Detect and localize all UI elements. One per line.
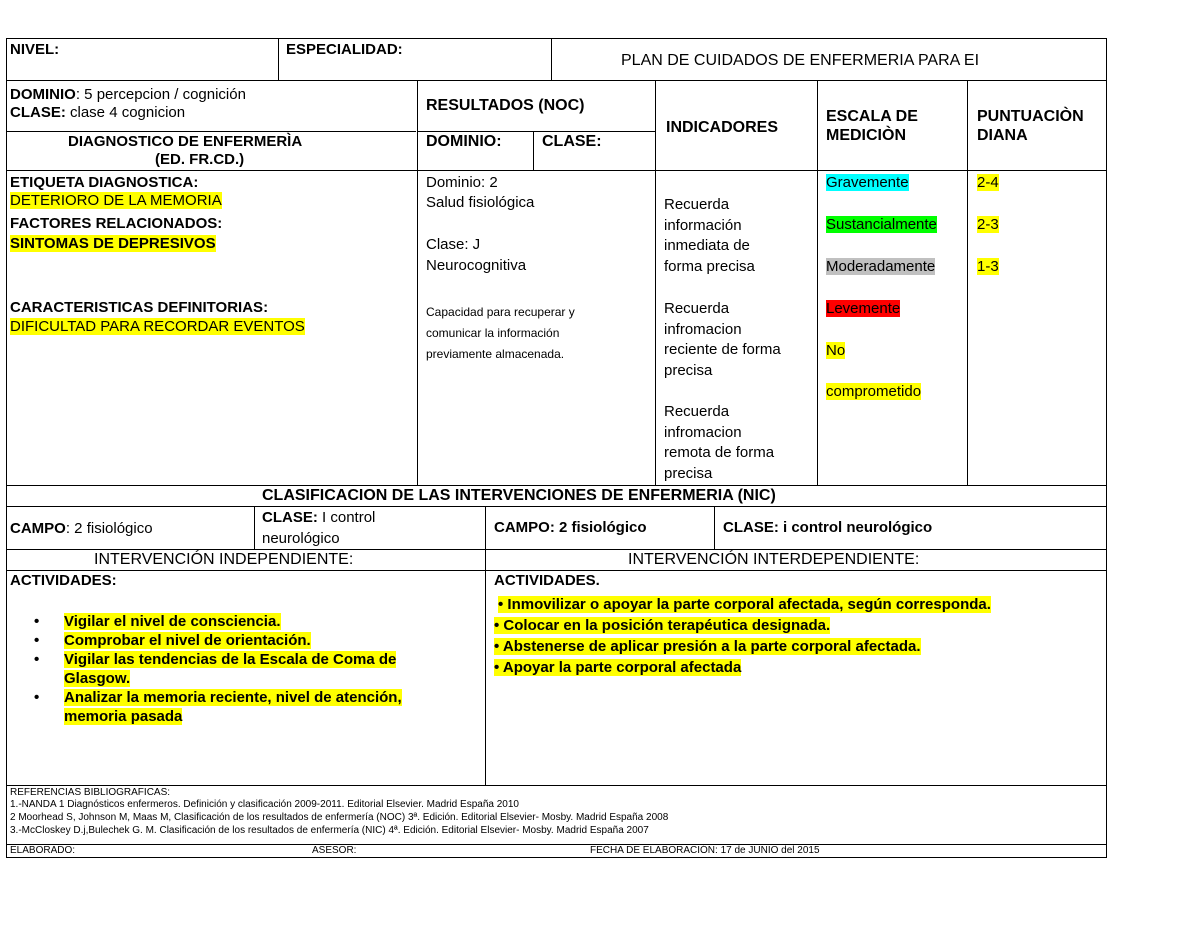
fecha-elaboracion: FECHA DE ELABORACIÓN: 17 de JUNIO del 2015 <box>590 845 820 856</box>
especialidad-label: ESPECIALIDAD: <box>286 41 403 58</box>
diagnostico-title: DIAGNOSTICO DE ENFERMERÌA <box>68 133 303 150</box>
escala-no: No <box>826 342 846 359</box>
intervencion-independiente: INTERVENCIÓN INDEPENDIENTE: <box>94 551 354 568</box>
noc-dominio-label: DOMINIO: <box>426 133 502 150</box>
resultados-noc-title: RESULTADOS (NOC) <box>426 97 585 114</box>
nic-clase: CLASE: I control neurológico <box>262 509 376 547</box>
indicadores-title: INDICADORES <box>666 119 779 136</box>
list-item: • Comprobar el nivel de orientación. <box>34 632 311 649</box>
resultado-descripcion: Capacidad para recuperar y comunicar la información previamente almacenada. <box>426 305 575 361</box>
factores-label: FACTORES RELACIONADOS: <box>10 215 223 232</box>
escala-gravemente: Gravemente <box>826 174 909 191</box>
resultado-dominio-2: Salud fisiológica <box>426 194 535 211</box>
caracteristicas-value: DIFICULTAD PARA RECORDAR EVENTOS <box>10 318 305 335</box>
resultado-clase-1: Clase: J <box>426 236 481 253</box>
actividades-interdep-list <box>494 594 991 678</box>
indicador-remota: Recuerda infromacion remota de forma precisa <box>664 403 775 482</box>
plan-title: PLAN DE CUIDADOS DE ENFERMERIA PARA EI <box>621 52 980 69</box>
escala-title-2: MEDICIÒN <box>826 127 906 144</box>
list-item: • Vigilar las tendencias de la Escala de Coma de Glasgow. <box>34 651 397 687</box>
escala-sustancialmente: Sustancialmente <box>826 216 937 233</box>
clase-line <box>10 104 185 122</box>
asesor-label: ASESOR: <box>312 845 357 856</box>
puntuacion-title-2: DIANA <box>977 127 1028 144</box>
list-item: • Abstenerse de aplicar presión a la parte corporal afectada. <box>494 638 921 655</box>
referencia-1: 1.-NANDA 1 Diagnósticos enfermeros. Definición y clasificación 2009-2011. Editorial Elsevier. Madrid España 2010 <box>10 799 519 810</box>
dominio-value: : 5 percepcion / cognición <box>75 86 246 103</box>
indicador-reciente: Recuerda infromacion reciente de forma precisa <box>664 300 781 379</box>
referencia-3: 3.-McCloskey D.j,Bulechek G. M. Clasificación de los resultados de enfermería (NIC) 4ª. Edición. Editorial Elsevier- Mosby. Madrid España 2007 <box>10 825 649 836</box>
nic-title: CLASIFICACION DE LAS INTERVENCIONES DE ENFERMERIA (NIC) <box>262 487 776 504</box>
actividades-indep-list <box>34 612 402 726</box>
dominio-line <box>10 86 246 104</box>
etiqueta-label: ETIQUETA DIAGNOSTICA: <box>10 174 199 191</box>
etiqueta-value: DETERIORO DE LA MEMORIA <box>10 192 222 209</box>
puntuacion-2: 2-3 <box>977 216 999 233</box>
referencia-2: 2 Moorhead S, Johnson M, Maas M, Clasificación de los resultados de enfermería (NOC) 3ª. Edición. Editorial Elsevier- Mosby. Madrid España 2008 <box>10 812 669 823</box>
actividades-interdep-title: ACTIVIDADES. <box>494 572 600 589</box>
puntuacion-title-1: PUNTUACIÒN <box>977 108 1084 125</box>
nic-clase-2: CLASE: i control neurológico <box>723 519 933 536</box>
resultado-clase-2: Neurocognitiva <box>426 257 527 274</box>
list-item: • Apoyar la parte corporal afectada <box>494 659 742 676</box>
escala-comprometido: comprometido <box>826 383 922 400</box>
clase-label: CLASE: <box>10 104 66 121</box>
nic-campo: CAMPO: 2 fisiológico <box>10 520 153 537</box>
resultado-dominio-1: Dominio: 2 <box>426 174 498 191</box>
elaborado-label: ELABORADO: <box>10 845 76 856</box>
puntuacion-3: 1-3 <box>977 258 999 275</box>
nic-campo-2: CAMPO: 2 fisiológico <box>494 519 647 536</box>
list-item: • Vigilar el nivel de consciencia. <box>34 613 281 630</box>
clase-value: clase 4 cognicion <box>65 104 186 121</box>
indicador-inmediata: Recuerda información inmediata de forma precisa <box>664 196 755 275</box>
escala-moderadamente: Moderadamente <box>826 258 936 275</box>
intervencion-interdependiente: INTERVENCIÓN INTERDEPENDIENTE: <box>628 551 920 568</box>
list-item: • Inmovilizar o apoyar la parte corporal afectada, según corresponda. <box>498 596 991 613</box>
referencias-title: REFERENCIAS BIBLIOGRAFICAS: <box>10 787 171 798</box>
diagnostico-subtitle: (ED. FR.CD.) <box>155 151 245 168</box>
noc-clase-label: CLASE: <box>542 133 602 150</box>
puntuacion-1: 2-4 <box>977 174 999 191</box>
escala-levemente: Levemente <box>826 300 901 317</box>
factores-value: SINTOMAS DE DEPRESIVOS <box>10 235 216 252</box>
dominio-label: DOMINIO <box>10 86 76 103</box>
list-item: • Analizar la memoria reciente, nivel de atención, memoria pasada <box>34 689 402 725</box>
actividades-indep-title: ACTIVIDADES: <box>10 572 117 589</box>
list-item: • Colocar en la posición terapéutica designada. <box>494 617 831 634</box>
caracteristicas-label: CARACTERISTICAS DEFINITORIAS: <box>10 299 269 316</box>
escala-title-1: ESCALA DE <box>826 108 918 125</box>
nivel-label: NIVEL: <box>10 41 60 58</box>
